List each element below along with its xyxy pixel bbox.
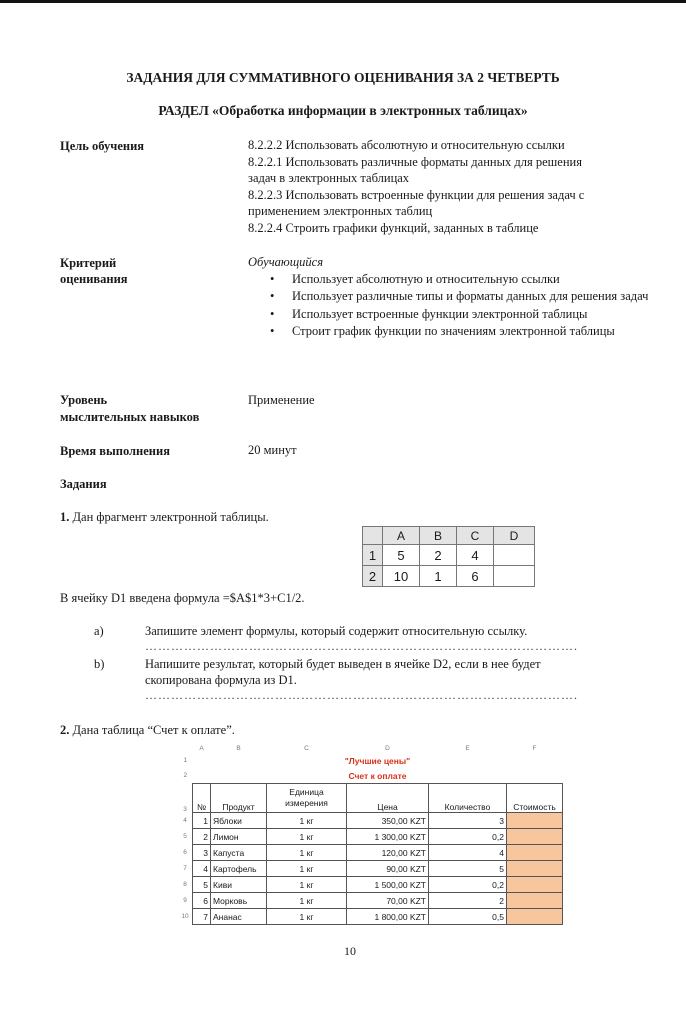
criteria-label-line: оценивания — [60, 272, 128, 286]
sheet-row-number: 4 — [183, 817, 187, 824]
table-header-row — [363, 527, 535, 545]
sheet-row-number: 10 — [181, 913, 189, 920]
sheet-row-number: 2 — [183, 772, 188, 780]
header-cost: Стоимость — [507, 784, 563, 813]
sheet-data-row — [178, 813, 563, 829]
cell — [494, 566, 535, 587]
cell: 5 — [383, 545, 420, 566]
sheet-corner — [178, 744, 193, 753]
cell-product: Яблоки — [211, 813, 267, 829]
cell-qty: 0,2 — [429, 829, 507, 845]
goal-line: применением электронных таблиц — [248, 204, 433, 218]
cell-unit: 1 кг — [267, 845, 347, 861]
page-number: 10 — [344, 944, 356, 958]
criteria-label — [60, 255, 128, 287]
cell-num: 1 — [193, 813, 211, 829]
sheet-col-letter: B — [236, 745, 241, 752]
cell-num: 3 — [193, 845, 211, 861]
col-header: A — [383, 527, 420, 545]
sheet-col-letter: A — [199, 745, 204, 752]
cell-qty: 4 — [429, 845, 507, 861]
header-num: № — [193, 784, 211, 813]
sheet-row-number: 1 — [183, 757, 188, 764]
task1-number: 1. — [60, 510, 70, 524]
task2-intro — [60, 722, 235, 738]
cell-cost[interactable] — [507, 829, 563, 845]
sheet-data-row — [178, 909, 563, 925]
cell-price: 1 300,00 KZT — [347, 829, 429, 845]
cell: 10 — [383, 566, 420, 587]
cell-price: 1 500,00 KZT — [347, 877, 429, 893]
cell-unit: 1 кг — [267, 861, 347, 877]
goal-line: 8.2.2.4 Строить графики функций, заданных в таблице — [248, 220, 539, 235]
header-unit-line: Единица — [289, 787, 324, 797]
cell-qty: 2 — [429, 893, 507, 909]
sheet-row-number: 8 — [183, 881, 187, 888]
level-value: Применение — [248, 393, 315, 407]
task1-sub-a-label: a) — [94, 624, 104, 638]
criteria-item: • Строит график функции по значениям электронной таблицы — [248, 324, 653, 340]
time-label: Время выполнения — [60, 444, 170, 458]
criteria-label-line: Критерий — [60, 256, 117, 270]
cell: 4 — [457, 545, 494, 566]
section-title: РАЗДЕЛ «Обработка информации в электронных таблицах» — [158, 103, 528, 118]
cell-cost[interactable] — [507, 909, 563, 925]
goal-line: 8.2.2.1 Использовать различные форматы данных для решения — [248, 154, 582, 169]
sheet-row-number: 7 — [183, 865, 187, 872]
answer-line-a[interactable]: ………………………………………………………………………………………. — [145, 639, 578, 653]
task1-sub-a-text: Запишите элемент формулы, который содержит относительную ссылку. — [145, 624, 528, 638]
cell-cost[interactable] — [507, 861, 563, 877]
cell-price: 1 800,00 KZT — [347, 909, 429, 925]
criteria-subtitle: Обучающийся — [248, 255, 324, 269]
sub-b-line: Напишите результат, который будет выведен в ячейке D2, если в нее будет — [145, 657, 541, 671]
level-label — [60, 392, 199, 426]
cell-unit: 1 кг — [267, 893, 347, 909]
sheet-row-number: 5 — [183, 833, 187, 840]
col-header: C — [457, 527, 494, 545]
sheet-data-row — [178, 893, 563, 909]
cell-product: Морковь — [211, 893, 267, 909]
header-unit-line: измерения — [285, 798, 328, 808]
criteria-item: • Использует различные типы и форматы данных для решения задач — [248, 289, 653, 305]
sheet-col-letter: E — [465, 745, 470, 752]
col-header: D — [494, 527, 535, 545]
criteria-item: • Использует встроенные функции электронной таблицы — [248, 307, 653, 323]
criteria-value — [248, 254, 653, 342]
header-qty: Количество — [429, 784, 507, 813]
sheet-col-letter: C — [304, 745, 309, 752]
sheet-row-number: 9 — [183, 897, 187, 904]
sheet-data-row — [178, 861, 563, 877]
cell: 1 — [420, 566, 457, 587]
cell-qty: 5 — [429, 861, 507, 877]
task1-table — [362, 526, 535, 587]
header-product: Продукт — [211, 784, 267, 813]
sheet-title1: "Лучшие цены" — [344, 755, 411, 766]
cell-num: 7 — [193, 909, 211, 925]
sheet-data-row — [178, 845, 563, 861]
invoice-sheet — [178, 744, 563, 925]
criteria-item: • Использует абсолютную и относительную ссылки — [248, 272, 653, 288]
cell: 6 — [457, 566, 494, 587]
cell-price: 350,00 KZT — [347, 813, 429, 829]
row-header: 1 — [363, 545, 383, 566]
cell-qty: 0,2 — [429, 877, 507, 893]
time-value: 20 минут — [248, 443, 297, 457]
header-price: Цена — [347, 784, 429, 813]
cell-num: 4 — [193, 861, 211, 877]
cell-cost[interactable] — [507, 813, 563, 829]
cell-product: Картофель — [211, 861, 267, 877]
cell-cost[interactable] — [507, 893, 563, 909]
level-label-line: Уровень — [60, 393, 108, 407]
task1-text: Дан фрагмент электронной таблицы. — [72, 510, 269, 524]
row-header: 2 — [363, 566, 383, 587]
header-unit — [267, 784, 347, 813]
sheet-row-number: 3 — [183, 805, 187, 813]
sheet-col-header-row — [178, 744, 563, 753]
task1-formula: В ячейку D1 введена формула =$A$1*3+C1/2. — [60, 591, 305, 605]
sheet-row-number: 6 — [183, 849, 187, 856]
page-title: ЗАДАНИЯ ДЛЯ СУММАТИВНОГО ОЦЕНИВАНИЯ ЗА 2 ЧЕТВЕРТЬ — [126, 70, 560, 85]
task1-sub-b-label: b) — [94, 657, 105, 671]
cell: 2 — [420, 545, 457, 566]
cell-unit: 1 кг — [267, 909, 347, 925]
cell-price: 90,00 KZT — [347, 861, 429, 877]
cell-product: Ананас — [211, 909, 267, 925]
cell-unit: 1 кг — [267, 829, 347, 845]
task1-intro — [60, 509, 269, 525]
table-row — [363, 545, 535, 566]
sheet-data-row — [178, 829, 563, 845]
cell-num: 6 — [193, 893, 211, 909]
cell-cost[interactable] — [507, 845, 563, 861]
cell-price: 120,00 KZT — [347, 845, 429, 861]
goal-value — [248, 137, 584, 236]
top-border — [0, 0, 686, 3]
task1-sub-b-text — [145, 656, 653, 688]
goal-line: задач в электронных таблицах — [248, 171, 410, 185]
goal-line: 8.2.2.3 Использовать встроенные функции для решения задач с — [248, 187, 585, 202]
cell-product: Лимон — [211, 829, 267, 845]
cell-qty: 3 — [429, 813, 507, 829]
corner-cell — [363, 527, 383, 545]
tasks-heading: Задания — [60, 477, 107, 491]
col-header: B — [420, 527, 457, 545]
cell-qty: 0,5 — [429, 909, 507, 925]
task2-text: Дана таблица “Счет к оплате”. — [72, 723, 235, 737]
sheet-header-row — [178, 784, 563, 813]
sheet-row — [178, 753, 563, 768]
cell — [494, 545, 535, 566]
goal-line: 8.2.2.2 Использовать абсолютную и относительную ссылки — [248, 138, 565, 152]
sheet-data-row — [178, 877, 563, 893]
cell-unit: 1 кг — [267, 813, 347, 829]
sheet-col-letter: D — [385, 745, 390, 752]
sheet-row — [178, 768, 563, 784]
table-row — [363, 566, 535, 587]
cell-price: 70,00 KZT — [347, 893, 429, 909]
cell-cost[interactable] — [507, 877, 563, 893]
criteria-list — [248, 272, 653, 340]
task2-number: 2. — [60, 723, 70, 737]
sub-b-line: скопирована формула из D1. — [145, 673, 297, 687]
cell-product: Капуста — [211, 845, 267, 861]
cell-num: 5 — [193, 877, 211, 893]
sheet-col-letter: F — [532, 745, 537, 752]
cell-product: Киви — [211, 877, 267, 893]
goal-label: Цель обучения — [60, 139, 145, 153]
cell-num: 2 — [193, 829, 211, 845]
sheet-title2: Счет к оплате — [348, 770, 407, 781]
answer-line-b[interactable]: ………………………………………………………………………………………. — [145, 688, 578, 702]
level-label-line: мыслительных навыков — [60, 410, 200, 424]
cell-unit: 1 кг — [267, 877, 347, 893]
